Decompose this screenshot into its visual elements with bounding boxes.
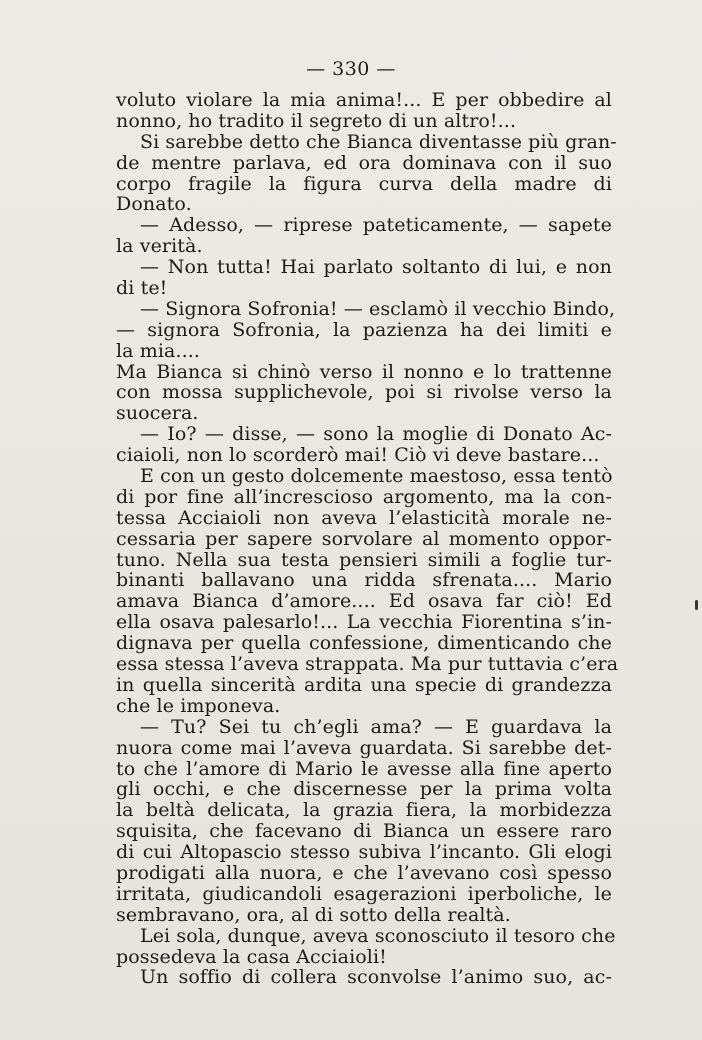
text-line: voluto violare la mia anima!... E per obbedire al: [116, 89, 612, 111]
text-line: — signora Sofronia, la pazienza ha dei limiti e: [116, 318, 612, 341]
text-line: ciaioli, non lo scorderò mai! Ciò vi deve bastare...: [116, 444, 600, 467]
text-line: gli occhi, e che discernesse per la prima volta: [116, 778, 612, 801]
text-line: — Signora Sofronia! — esclamò il vecchio Bindo,: [140, 297, 616, 320]
body-text: [116, 89, 619, 989]
text-line: nuora come mai l’aveva guardata. Si sarebbe det-: [116, 736, 612, 759]
text-line: di cui Altopascio stesso subiva l’incanto. Gli elogi: [116, 841, 612, 864]
text-line: — Io? — disse, — sono la moglie di Donato Ac-: [140, 423, 612, 446]
text-line: di por fine all’increscioso argomento, ma la con-: [116, 485, 612, 508]
text-line: tuno. Nella sua testa pensieri simili a foglie tur-: [116, 548, 612, 571]
text-line: essa stessa l’aveva strappata. Ma pur tuttavia c’era: [116, 653, 619, 676]
text-line: Un soffio di collera sconvolse l’animo suo, ac-: [140, 966, 612, 989]
text-line: in quella sincerità ardita una specie di grandezza: [116, 673, 612, 696]
text-line: nonno, ho tradito il segreto di un altro!...: [116, 109, 517, 132]
text-line: Si sarebbe detto che Bianca diventasse più gran-: [140, 130, 617, 153]
text-line: possedeva la casa Acciaioli!: [116, 945, 387, 968]
text-line: ella osava palesarlo!... La vecchia Fiorentina s’in-: [116, 611, 612, 634]
text-line: binanti ballavano una ridda sfrenata.... Mario: [116, 569, 612, 592]
text-line: la beltà delicata, la grazia fiera, la morbidezza: [116, 799, 612, 822]
text-line: to che l’amore di Mario le avesse alla fine aperto: [116, 757, 612, 780]
text-line: cessaria per sapere sorvolare al momento oppor-: [116, 527, 612, 550]
page-number: — 330 —: [306, 58, 396, 80]
text-line: squisita, che facevano di Bianca un essere raro: [116, 820, 612, 843]
text-line: de mentre parlava, ed ora dominava con il suo: [116, 151, 612, 174]
text-line: irritata, giudicandoli esagerazioni iperboliche, le: [116, 882, 612, 905]
margin-ink-mark: [695, 600, 698, 610]
text-line: Lei sola, dunque, aveva sconosciuto il tesoro che: [140, 924, 616, 947]
text-line: che le imponeva.: [116, 694, 281, 717]
text-line: — Non tutta! Hai parlato soltanto di lui, e non: [140, 256, 612, 279]
text-line: dignava per quella confessione, dimenticando che: [116, 632, 612, 655]
text-line: la verità.: [116, 235, 203, 258]
text-line: di te!: [116, 277, 168, 300]
text-line: Donato.: [116, 193, 192, 216]
text-line: amava Bianca d’amore.... Ed osava far ciò! Ed: [116, 590, 612, 613]
text-line: tessa Acciaioli non aveva l’elasticità morale ne-: [116, 506, 612, 529]
text-line: suocera.: [116, 402, 199, 425]
text-line: con mossa supplichevole, poi si rivolse verso la: [116, 381, 612, 404]
text-line: corpo fragile la figura curva della madre di: [116, 172, 612, 195]
text-line: — Tu? Sei tu ch’egli ama? — E guardava la: [140, 715, 612, 738]
text-line: prodigati alla nuora, e che l’avevano così spesso: [116, 861, 612, 884]
text-line: Ma Bianca si chinò verso il nonno e lo trattenne: [116, 360, 612, 383]
text-line: E con un gesto dolcemente maestoso, essa tentò: [140, 465, 613, 488]
text-line: la mia....: [116, 339, 201, 362]
text-line: sembravano, ora, al di sotto della realtà.: [116, 903, 511, 926]
text-line: — Adesso, — riprese pateticamente, — sapete: [140, 214, 612, 237]
